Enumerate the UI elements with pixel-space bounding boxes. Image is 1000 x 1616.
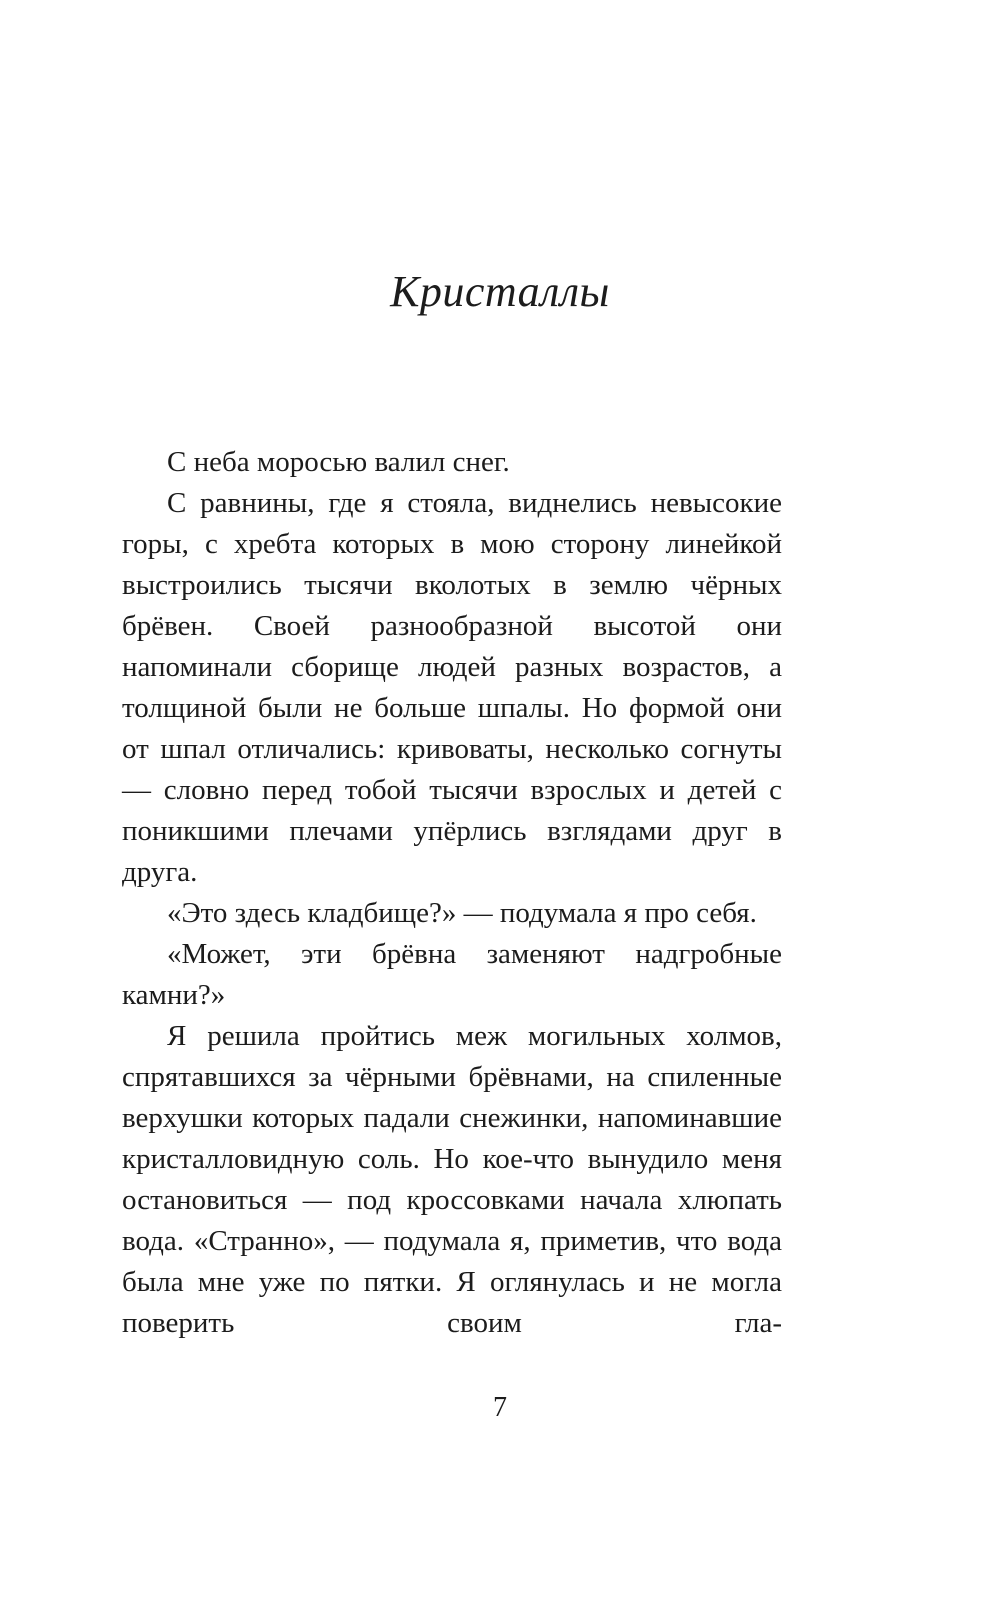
paragraph-4: «Может, эти брёвна заменяют надгробные камни?»: [122, 938, 782, 1011]
paragraph-3: «Это здесь кладбище?» — подумала я про себя.: [167, 897, 757, 929]
paragraph-1: С неба моросью валил снег.: [167, 446, 510, 478]
body-text: [122, 442, 782, 1344]
paragraph-5: Я решила пройтись меж могильных холмов, спрятавшихся за чёрными брёвнами, на спиленные верхушки которых падали снежинки, напоминавшие кристалловидную соль. Но кое-что вынудило меня остановиться — под кроссовками начала хлюпать вода. «Странно», — подумала я, приметив, что вода была мне уже по пятки. Я оглянулась и не могла поверить своим гла-: [122, 1020, 782, 1339]
page-number: 7: [493, 1392, 507, 1423]
chapter-title: Кристаллы: [390, 267, 610, 316]
paragraph-2: С равнины, где я стояла, виднелись невысокие горы, с хребта которых в мою сторону линейкой выстроились тысячи вколотых в землю чёрных брёвен. Своей разнообразной высотой они напоминали сборище людей разных возрастов, а толщиной были не больше шпалы. Но формой они от шпал отличались: кривоваты, несколько согнуты — словно перед тобой тысячи взрослых и детей с поникшими плечами упёрлись взглядами друг в друга.: [122, 487, 782, 888]
